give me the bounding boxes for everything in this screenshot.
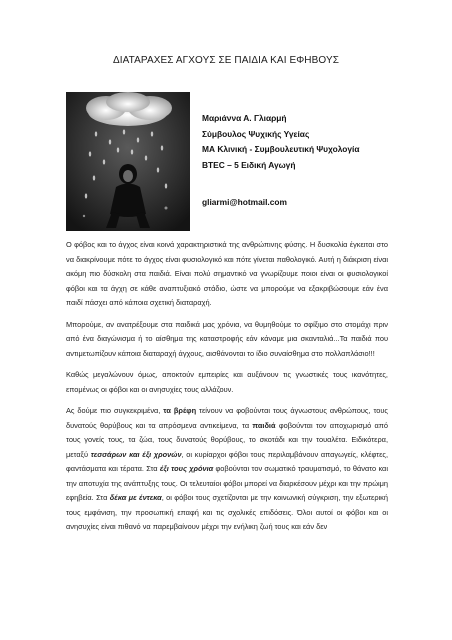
- p4-bold-four-to-six: τεσσάρων και έξι χρονών: [90, 449, 182, 459]
- author-photo: [66, 92, 190, 231]
- p4-bold-ten-eleven: δέκα με έντεκα: [109, 493, 162, 502]
- author-name: Μαριάννα Α. Γλιαρμή: [202, 113, 287, 123]
- p4-bold-six-years: έξι τους χρόνια: [159, 464, 214, 473]
- author-role-3: BTEC – 5 Ειδική Αγωγή: [202, 159, 296, 170]
- p4-bold-infants: τα βρέφη: [163, 406, 197, 415]
- paragraph-4: [66, 404, 388, 535]
- paragraph-3: Καθώς μεγαλώνουν όμως, αποκτούν εμπειρίες και αυξάνουν τις γνωστικές τους ικανότητες, επομένως οι φόβοι και οι ανησυχίες τους αλλάζουν.: [66, 370, 388, 394]
- author-role-2: ΜΑ Κλινική - Συμβουλευτική Ψυχολογία: [202, 144, 360, 154]
- p4-text: , οι φόβοι τους σχετίζονται με την κοινωνική σύγκριση, την εξωτερική τους εμφάνιση, την προσωπική επαφή και τις σχολικές επιδόσεις. Όλοι αυτοί οι φόβοι και οι ανησυχίες είναι πιθανό να παρεμβαίνουν μέχρι την ενήλικη ζωή τους και εάν δεν: [66, 493, 388, 531]
- p4-text: , οι κυρίαρχοι φόβοι τους περιλαμβάνουν απαγωγείς, κλέφτες, φαντάσματα και τέρατα. Στα: [66, 449, 388, 473]
- author-block: [202, 111, 422, 211]
- p4-bold-children: παιδιά: [252, 420, 276, 430]
- girl-in-rain-image: [66, 92, 190, 231]
- author-email[interactable]: gliarmi@hotmail.com: [202, 197, 287, 207]
- paragraph-1: Ο φόβος και το άγχος είναι κοινά χαρακτηριστικά της ανθρώπινης φύσης. Η δυσκολία έγκειται στο να διακρίνουμε πότε το άγχος είναι φυσιολογικό και πότε γίνεται παθολογικό. Αυτή η διάκριση είναι ακόμη πιο δύσκολη στα παιδιά. Είναι πολύ σημαντικό να γνωρίζουμε ποιοι είναι οι φυσιολογικοί φόβοι και τα άγχη σε κάθε αναπτυξιακό στάδιο, ώστε να μπορούμε να εξακριβώσουμε εάν ένα παιδί πάσχει από κάποια σχετική διαταραχή.: [66, 240, 388, 307]
- document-title: ΔΙΑΤΑΡΑΧΕΣ ΑΓΧΟΥΣ ΣΕ ΠΑΙΔΙΑ ΚΑΙ ΕΦΗΒΟΥΣ: [113, 55, 339, 66]
- p4-text: τείνουν να φοβούνται τους άγνωστους ανθρώπους, τους δυνατούς θορύβους και τα απρόσμενα αντικείμενα, τα: [66, 406, 388, 430]
- p4-text: Ας δούμε πιο συγκεκριμένα,: [66, 406, 164, 415]
- p4-text: φοβούνται τον αποχωρισμό από τους γονείς τους, τα ζώα, τους δυνατούς θορύβους, το σκοτάδι και την τουαλέτα. Ειδικότερα, μεταξύ: [66, 420, 388, 459]
- paragraph-2: Μπορούμε, αν ανατρέξουμε στα παιδικά μας χρόνια, να θυμηθούμε το σφίξιμο στο στομάχι πριν από ένα διαγώνισμα ή το αίσθημα της καταστροφής εάν κάναμε μια σκανταλιά...Τα παιδιά που αντιμετωπίζουν κάποια διαταραχή άγχους, αισθάνονται το ίδιο συναίσθημα στο πολλαπλάσιο!!!: [66, 319, 388, 358]
- p4-text: φοβούνται τον σωματικό τραυματισμό, το θάνατο και την αποτυχία της ανάπτυξης τους. Οι τελευταίοι φόβοι μπορεί να διαρκέσουν μέχρι και την πρώιμη εφηβεία. Στα: [66, 464, 388, 502]
- article-body: [66, 238, 388, 542]
- author-role-1: Σύμβουλος Ψυχικής Υγείας: [202, 128, 310, 139]
